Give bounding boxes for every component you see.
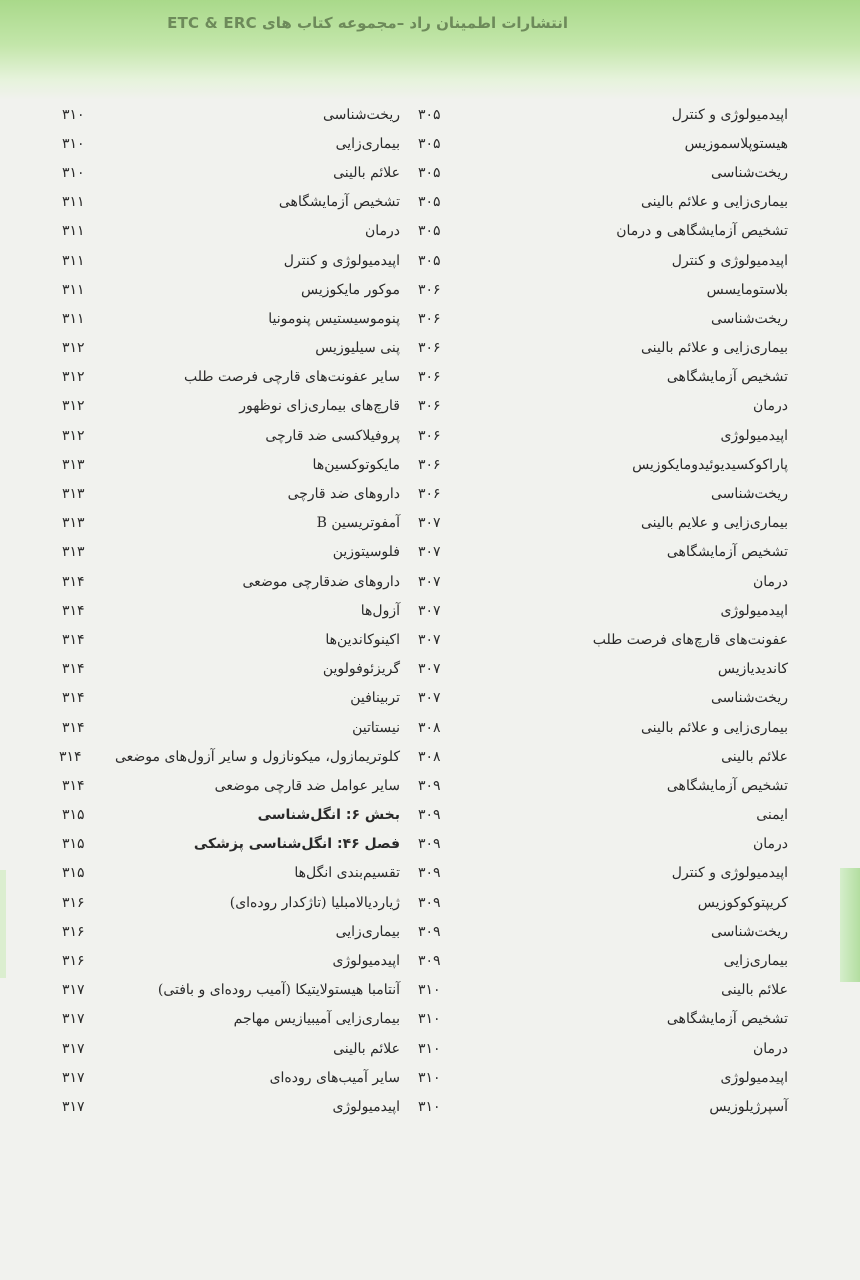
toc-page-number: ۳۱۳ xyxy=(62,544,85,561)
toc-entry xyxy=(458,509,788,538)
toc-entry xyxy=(62,917,460,946)
toc-entry-title: سایر عفونت‌های قارچی فرصت طلب xyxy=(184,369,400,386)
toc-entry xyxy=(458,188,788,217)
toc-entry-title: آسپرژیلوزیس xyxy=(709,1098,788,1115)
toc-entry-title: علائم بالینی xyxy=(333,164,400,181)
toc-page-number: ۳۰۸ xyxy=(418,719,441,736)
toc-page-number: ۳۰۹ xyxy=(418,807,441,824)
toc-entry-title: آنتامبا هیستولایتیکا (آمیب روده‌ای و بافتی) xyxy=(157,982,400,999)
toc-entry xyxy=(62,392,460,421)
toc-entry-title: پنی سیلیوزیس xyxy=(315,340,400,357)
chapter-edge-tab xyxy=(840,868,860,982)
toc-page-number: ۳۰۵ xyxy=(418,223,441,240)
toc-page-number: ۳۰۹ xyxy=(418,953,441,970)
toc-entry xyxy=(458,888,788,917)
toc-entry xyxy=(458,771,788,800)
toc-page-number: ۳۱۶ xyxy=(62,953,85,970)
toc-entry-title: بیماری‌زایی و علائم بالینی xyxy=(641,340,788,357)
toc-page-number: ۳۱۴ xyxy=(62,661,85,678)
series-title: انتشارات اطمینان راد –مجموعه کتاب های ETC & ERC xyxy=(167,14,568,32)
toc-entry-title: بیماری‌زایی xyxy=(723,953,788,970)
toc-entry-title: بیماری‌زایی آمیبیازیس مهاجم xyxy=(233,1011,400,1028)
toc-page-number: ۳۰۹ xyxy=(418,923,441,940)
toc-entry-title: درمان xyxy=(364,223,400,240)
toc-entry xyxy=(458,946,788,975)
toc-entry xyxy=(62,158,460,187)
toc-entry xyxy=(62,684,460,713)
toc-page-number: ۳۱۵ xyxy=(62,865,85,882)
toc-entry xyxy=(62,1005,460,1034)
toc-entry xyxy=(58,742,460,771)
toc-page-number: ۳۱۴ xyxy=(62,631,85,648)
toc-entry-title: علائم بالینی xyxy=(721,748,788,765)
toc-page-number: ۳۰۷ xyxy=(418,573,441,590)
toc-entry-title: اپیدمیولوژی xyxy=(720,602,788,619)
toc-page-number: ۳۱۰ xyxy=(418,1098,441,1115)
toc-page-number: ۳۱۷ xyxy=(62,982,85,999)
toc-entry xyxy=(458,479,788,508)
toc-entry-title: تشخیص آزمایشگاهی xyxy=(666,369,788,386)
toc-entry-title: ژیاردیالامبلیا (تاژکدار روده‌ای) xyxy=(229,894,400,911)
toc-entry-title: مایکوتوکسین‌ها xyxy=(312,456,400,473)
toc-entry-title: اپیدمیولوژی xyxy=(332,953,400,970)
toc-entry xyxy=(458,567,788,596)
toc-entry xyxy=(62,479,460,508)
toc-entry-title: تربینافین xyxy=(350,690,400,707)
toc-page-number: ۳۱۰ xyxy=(62,135,85,152)
toc-page-number: ۳۰۷ xyxy=(418,690,441,707)
toc-entry-title: موکور مایکوزیس xyxy=(301,281,400,298)
toc-entry-title: گریزئوفولوین xyxy=(322,661,400,678)
toc-entry xyxy=(458,538,788,567)
toc-entry xyxy=(458,830,788,859)
toc-entry xyxy=(62,188,460,217)
toc-entry xyxy=(458,1034,788,1063)
toc-entry-title: عفونت‌های قارچ‌های فرصت طلب xyxy=(592,631,788,648)
toc-entry xyxy=(62,246,460,275)
toc-entry-title: ریخت‌شناسی xyxy=(322,106,400,123)
toc-entry xyxy=(62,801,460,830)
toc-entry-title: آزول‌ها xyxy=(360,602,400,619)
toc-entry-title: اپیدمیولوژی و کنترل xyxy=(283,252,400,269)
toc-page-number: ۳۱۲ xyxy=(62,398,85,415)
toc-left-column xyxy=(58,100,460,1122)
toc-page-number: ۳۰۵ xyxy=(418,135,441,152)
toc-page-number: ۳۱۲ xyxy=(62,369,85,386)
toc-entry-title: بیماری‌زایی xyxy=(335,923,400,940)
toc-page-number: ۳۰۷ xyxy=(418,661,441,678)
toc-page-number: ۳۰۸ xyxy=(418,748,441,765)
toc-entry xyxy=(62,217,460,246)
toc-page-number: ۳۰۷ xyxy=(418,602,441,619)
toc-entry-title: ایمنی xyxy=(756,807,788,824)
toc-page-number: ۳۱۷ xyxy=(62,1040,85,1057)
toc-right-column xyxy=(458,100,788,1122)
toc-entry-title: بیماری‌زایی و علائم بالینی xyxy=(641,719,788,736)
toc-entry-title: قارچ‌های بیماری‌زای نوظهور xyxy=(239,398,400,415)
toc-page-number: ۳۰۹ xyxy=(418,894,441,911)
toc-entry xyxy=(458,158,788,187)
toc-page-number: ۳۱۰ xyxy=(62,106,85,123)
toc-entry-title: اپیدمیولوژی و کنترل xyxy=(671,865,788,882)
toc-entry xyxy=(458,655,788,684)
toc-entry xyxy=(62,830,460,859)
toc-page-number: ۳۰۵ xyxy=(418,164,441,181)
toc-entry xyxy=(62,625,460,654)
toc-entry-title: پاراکوکسیدیوئیدومایکوزیس xyxy=(632,456,788,473)
toc-entry-title: تشخیص آزمایشگاهی xyxy=(666,544,788,561)
toc-page-number: ۳۰۹ xyxy=(418,836,441,853)
toc-page-number: ۳۰۷ xyxy=(418,544,441,561)
toc-entry xyxy=(62,421,460,450)
toc-entry-title: ریخت‌شناسی xyxy=(710,310,788,327)
toc-entry xyxy=(458,450,788,479)
toc-entry xyxy=(458,421,788,450)
toc-page-number: ۳۰۵ xyxy=(418,106,441,123)
toc-entry-title: بلاستومایسس xyxy=(706,281,788,298)
toc-page-number: ۳۰۶ xyxy=(418,398,441,415)
toc-entry-title: بیماری‌زایی و علائم بالینی xyxy=(641,194,788,211)
toc-entry xyxy=(458,363,788,392)
toc-entry-title: تقسیم‌بندی انگل‌ها xyxy=(294,865,400,882)
toc-entry-title: ریخت‌شناسی xyxy=(710,486,788,503)
header-band xyxy=(0,0,860,100)
toc-entry-title: ریخت‌شناسی xyxy=(710,164,788,181)
toc-page-number: ۳۱۱ xyxy=(62,194,85,211)
toc-entry-title: هیستوپلاسموزیس xyxy=(684,135,788,152)
toc-page-number: ۳۱۲ xyxy=(62,340,85,357)
toc-entry-title: علائم بالینی xyxy=(333,1040,400,1057)
toc-entry-title: فصل ۴۶: انگل‌شناسی پزشکی xyxy=(193,836,400,853)
toc-entry-title: ریخت‌شناسی xyxy=(710,923,788,940)
toc-entry xyxy=(62,596,460,625)
toc-page-number: ۳۰۵ xyxy=(418,252,441,269)
toc-page-number: ۳۱۴ xyxy=(58,748,82,765)
toc-entry xyxy=(458,976,788,1005)
toc-page-number: ۳۱۰ xyxy=(418,1069,441,1086)
toc-entry-title: پروفیلاکسی ضد قارچی xyxy=(265,427,400,444)
toc-entry xyxy=(458,246,788,275)
toc-entry-title: بخش ۶: انگل‌شناسی xyxy=(257,807,400,824)
toc-entry-title: اپیدمیولوژی و کنترل xyxy=(671,106,788,123)
toc-page-number: ۳۰۶ xyxy=(418,456,441,473)
toc-entry-title: درمان xyxy=(752,1040,788,1057)
toc-entry-title: آمفوتریسین B xyxy=(316,515,400,532)
toc-page-number: ۳۱۷ xyxy=(62,1011,85,1028)
toc-page-number: ۳۱۱ xyxy=(62,252,85,269)
toc-entry-title: داروهای ضدقارچی موضعی xyxy=(242,573,400,590)
toc-entry-title: بیماری‌زایی و علایم بالینی xyxy=(641,515,788,532)
toc-page-number: ۳۰۶ xyxy=(418,281,441,298)
toc-entry xyxy=(62,713,460,742)
toc-page-number: ۳۱۴ xyxy=(62,602,85,619)
toc-page-number: ۳۱۷ xyxy=(62,1098,85,1115)
toc-entry xyxy=(62,1092,460,1121)
toc-page-number: ۳۱۴ xyxy=(62,573,85,590)
toc-entry xyxy=(458,1092,788,1121)
toc-page-number: ۳۱۰ xyxy=(62,164,85,181)
toc-page-number: ۳۰۶ xyxy=(418,369,441,386)
toc-entry-title: اپیدمیولوژی xyxy=(720,1069,788,1086)
toc-page-number: ۳۰۶ xyxy=(418,486,441,503)
toc-entry xyxy=(62,888,460,917)
toc-entry xyxy=(458,304,788,333)
toc-entry-title: فلوسیتوزین xyxy=(332,544,400,561)
toc-page-number: ۳۰۶ xyxy=(418,340,441,357)
toc-entry-title: کاندیدیازیس xyxy=(717,661,788,678)
toc-page-number: ۳۰۷ xyxy=(418,515,441,532)
toc-page-number: ۳۰۹ xyxy=(418,865,441,882)
toc-entry-title: درمان xyxy=(752,573,788,590)
toc-entry xyxy=(62,538,460,567)
toc-entry-title: اکینوکاندین‌ها xyxy=(325,631,400,648)
toc-entry xyxy=(458,859,788,888)
toc-entry xyxy=(458,917,788,946)
toc-page-number: ۳۰۶ xyxy=(418,427,441,444)
toc-page-number: ۳۱۴ xyxy=(62,719,85,736)
toc-page-number: ۳۱۷ xyxy=(62,1069,85,1086)
toc-page-number: ۳۱۱ xyxy=(62,223,85,240)
toc-entry-title: درمان xyxy=(752,836,788,853)
toc-entry xyxy=(62,1063,460,1092)
toc-entry xyxy=(458,217,788,246)
toc-page-number: ۳۰۶ xyxy=(418,310,441,327)
toc-entry-title: اپیدمیولوژی و کنترل xyxy=(671,252,788,269)
toc-entry-title: اپیدمیولوژی xyxy=(720,427,788,444)
toc-entry-title: اپیدمیولوژی xyxy=(332,1098,400,1115)
toc-entry xyxy=(62,509,460,538)
toc-page-number: ۳۱۱ xyxy=(62,310,85,327)
toc-entry xyxy=(458,1005,788,1034)
toc-page-number: ۳۱۶ xyxy=(62,894,85,911)
toc-page-number: ۳۱۳ xyxy=(62,515,85,532)
toc-page-number: ۳۱۰ xyxy=(418,1040,441,1057)
toc-page-number: ۳۱۲ xyxy=(62,427,85,444)
toc-entry xyxy=(62,129,460,158)
toc-entry-title: سایر آمیب‌های روده‌ای xyxy=(269,1069,400,1086)
toc-entry-title: کلوتریمازول، میکونازول و سایر آزول‌های موضعی xyxy=(114,748,400,765)
toc-entry xyxy=(458,596,788,625)
toc-entry-title: علائم بالینی xyxy=(721,982,788,999)
toc-page-number: ۳۱۴ xyxy=(62,777,85,794)
toc-entry xyxy=(62,976,460,1005)
toc-entry-title: نیستاتین xyxy=(352,719,400,736)
toc-entry xyxy=(62,334,460,363)
toc-entry xyxy=(62,655,460,684)
toc-entry-title: بیماری‌زایی xyxy=(335,135,400,152)
toc-entry xyxy=(458,100,788,129)
toc-entry-title: درمان xyxy=(752,398,788,415)
toc-entry xyxy=(62,363,460,392)
toc-entry-title: تشخیص آزمایشگاهی xyxy=(666,777,788,794)
toc-entry xyxy=(62,275,460,304)
toc-page-number: ۳۱۵ xyxy=(62,807,85,824)
toc-entry-title: تشخیص آزمایشگاهی و درمان xyxy=(616,223,788,240)
toc-entry xyxy=(458,392,788,421)
toc-page-number: ۳۰۹ xyxy=(418,777,441,794)
toc-entry xyxy=(458,625,788,654)
toc-entry xyxy=(458,1063,788,1092)
toc-entry xyxy=(62,100,460,129)
toc-entry xyxy=(62,859,460,888)
toc-entry xyxy=(62,450,460,479)
toc-page-number: ۳۱۵ xyxy=(62,836,85,853)
toc-entry-title: پنوموسیستیس پنومونیا xyxy=(268,310,400,327)
toc-entry xyxy=(62,567,460,596)
toc-entry xyxy=(458,684,788,713)
toc-page-number: ۳۱۳ xyxy=(62,456,85,473)
toc-entry xyxy=(458,801,788,830)
toc-page-number: ۳۰۵ xyxy=(418,194,441,211)
toc-entry-title: داروهای ضد قارچی xyxy=(287,486,400,503)
toc-entry xyxy=(458,713,788,742)
toc-entry-title: ریخت‌شناسی xyxy=(710,690,788,707)
toc-entry xyxy=(62,771,460,800)
toc-page-number: ۳۱۰ xyxy=(418,1011,441,1028)
toc-page-number: ۳۱۳ xyxy=(62,486,85,503)
toc-page-number: ۳۰۷ xyxy=(418,631,441,648)
toc-page-number: ۳۱۶ xyxy=(62,923,85,940)
toc-entry xyxy=(62,946,460,975)
toc-entry xyxy=(458,129,788,158)
toc-page-number: ۳۱۴ xyxy=(62,690,85,707)
toc-entry xyxy=(458,275,788,304)
toc-entry-title: سایر عوامل ضد قارچی موضعی xyxy=(214,777,400,794)
toc-entry-title: تشخیص آزمایشگاهی xyxy=(666,1011,788,1028)
toc-entry-title: کریپتوکوکوزیس xyxy=(697,894,788,911)
toc-page-number: ۳۱۱ xyxy=(62,281,85,298)
toc-entry xyxy=(62,1034,460,1063)
toc-entry-title: تشخیص آزمایشگاهی xyxy=(278,194,400,211)
toc-entry xyxy=(62,304,460,333)
page-edge-mark xyxy=(0,870,6,978)
toc-page-number: ۳۱۰ xyxy=(418,982,441,999)
toc-entry xyxy=(458,334,788,363)
toc-entry xyxy=(458,742,788,771)
